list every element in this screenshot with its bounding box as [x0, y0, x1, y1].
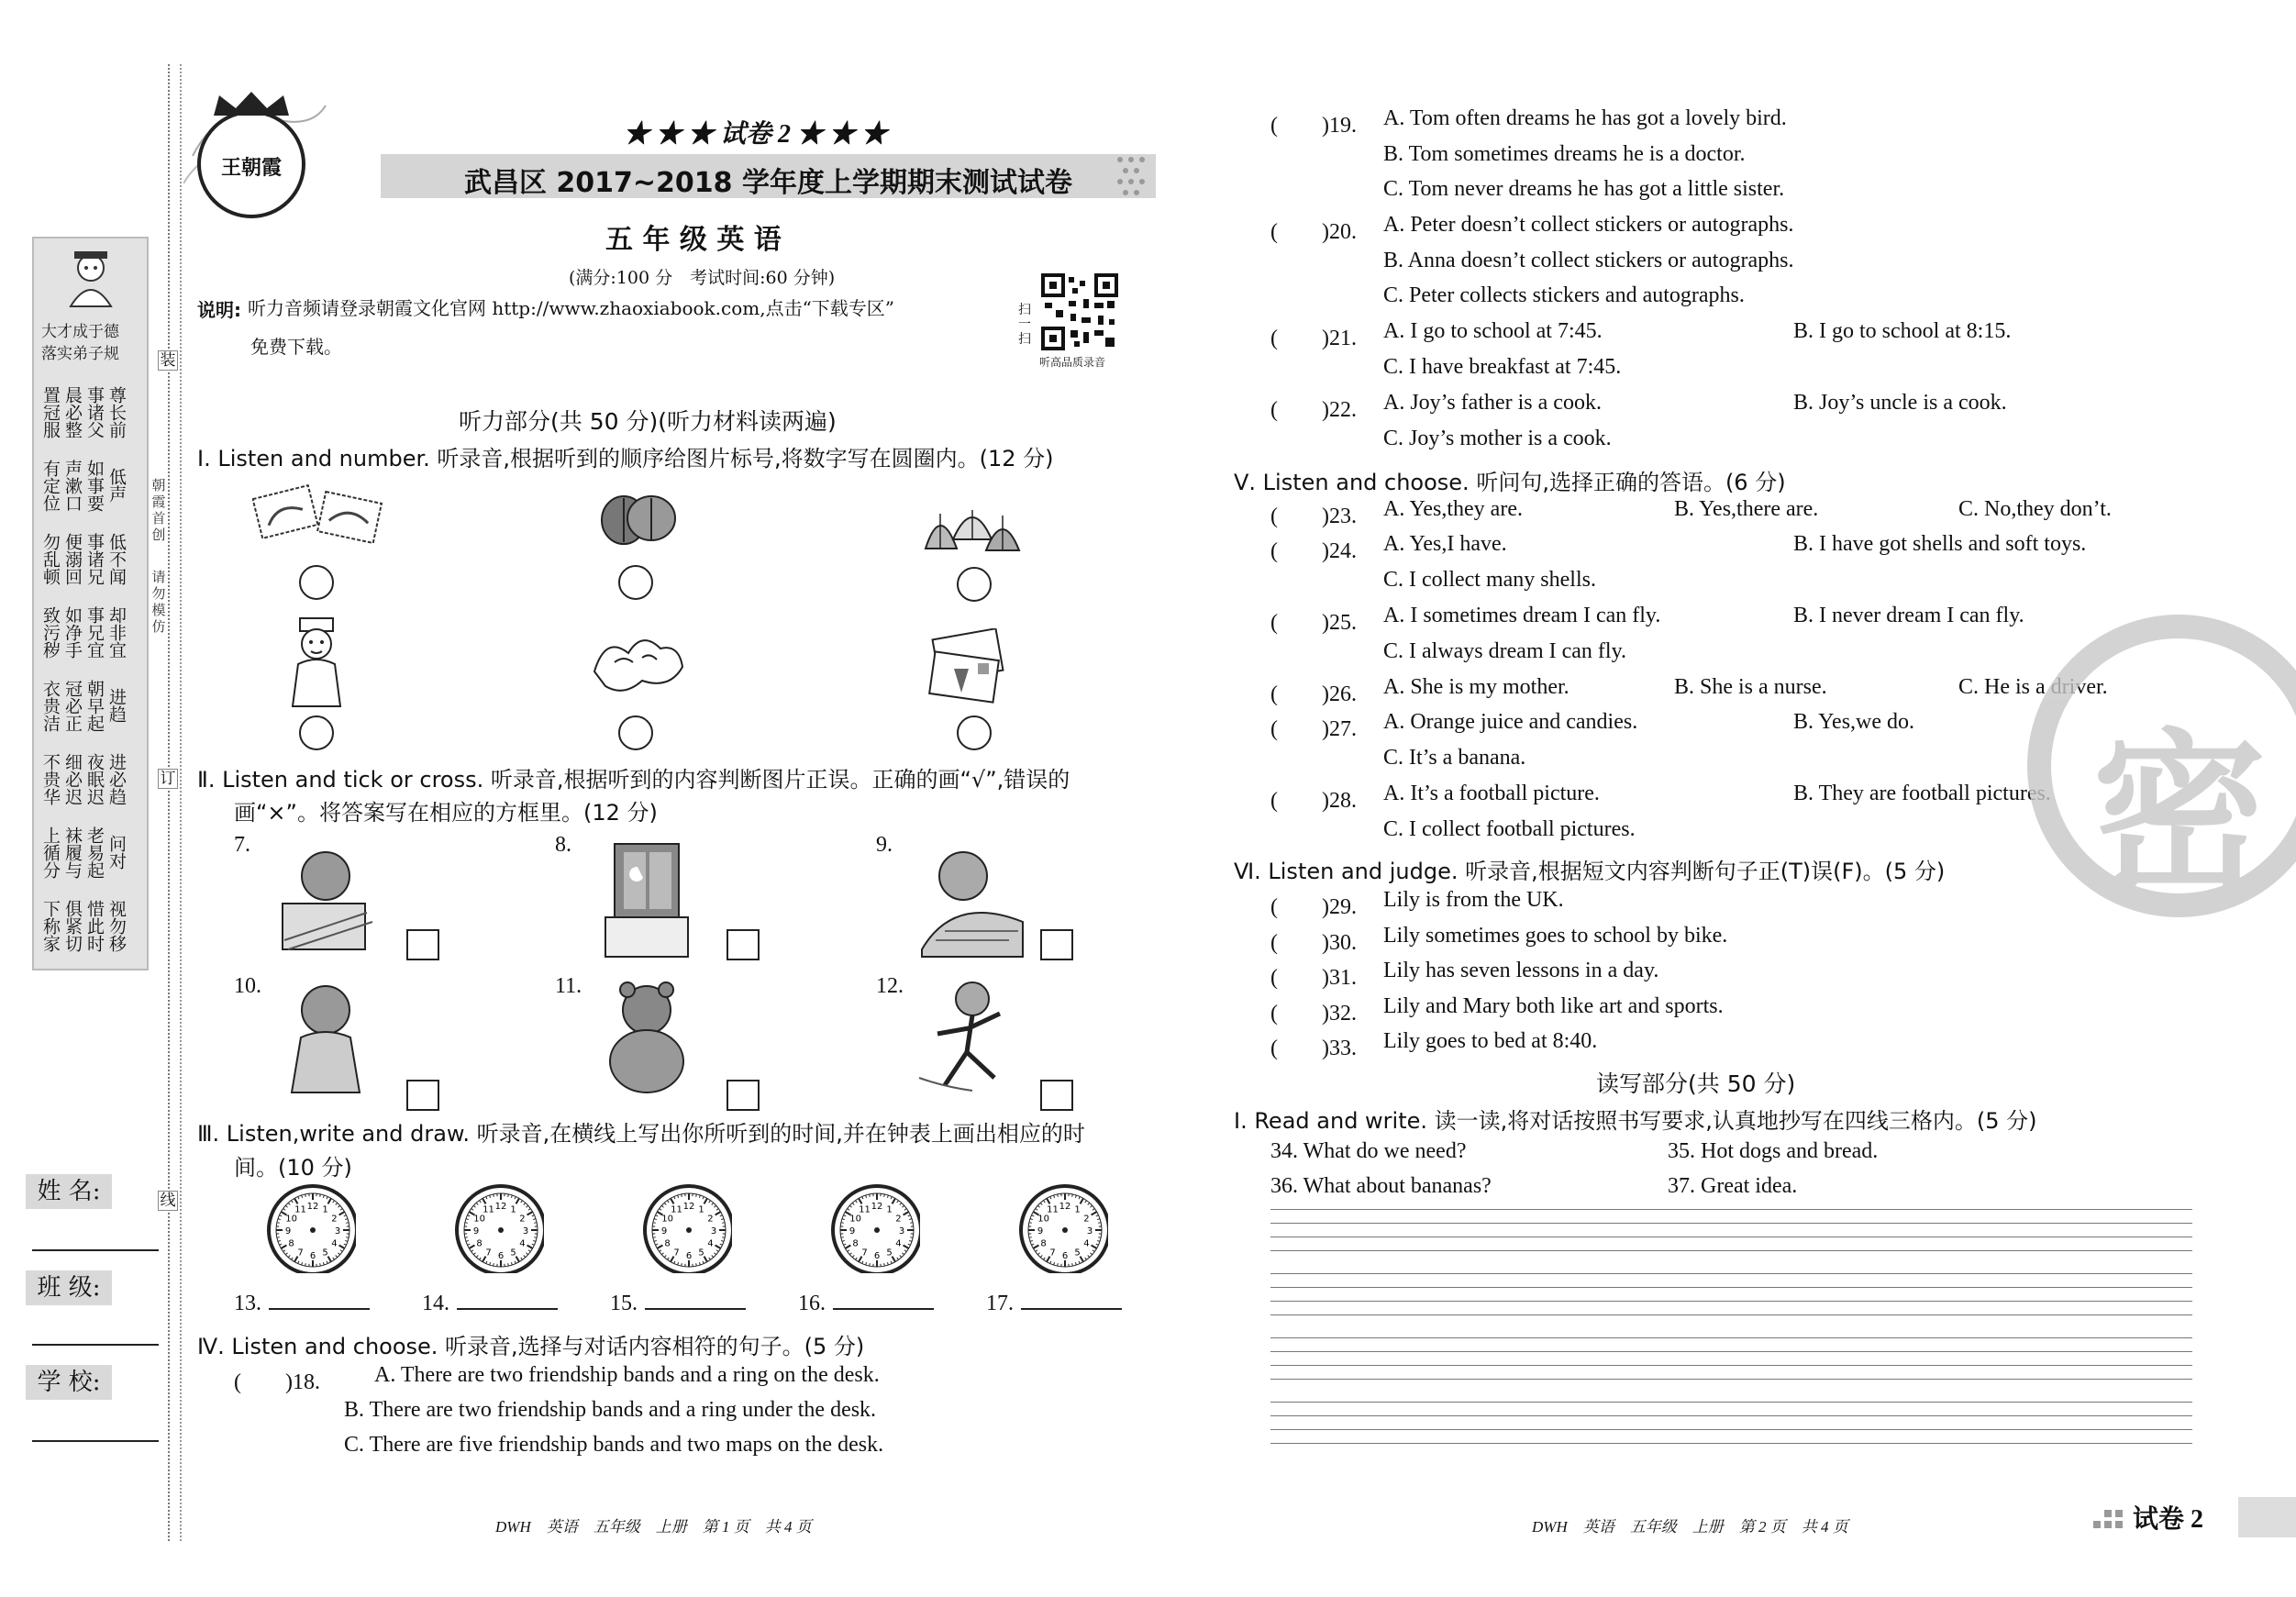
part2-instruction-line1: Ⅱ. Listen and tick or cross. 听录音,根据听到的内容判断图片正误。正确的画“√”,错误的 — [197, 767, 1070, 793]
q20-option-c: C. Peter collects stickers and autographs. — [1383, 283, 1745, 307]
verse-column: 晨必整 — [62, 385, 83, 438]
answer-circle-4[interactable] — [299, 715, 334, 750]
nurse-picture — [280, 616, 353, 708]
answer-box-8[interactable] — [727, 929, 760, 960]
answer-circle-1[interactable] — [299, 565, 334, 600]
window-picture — [596, 839, 697, 959]
verse-column: 事兄宜 — [84, 605, 105, 659]
q18-option-b: B. There are two friendship bands and a ring under the desk. — [344, 1398, 877, 1422]
svg-text:12: 12 — [1059, 1202, 1071, 1212]
verse-column: 惜此时 — [84, 899, 105, 952]
verse-column: 朝早起 — [84, 679, 105, 732]
clock-item-15: 15. — [610, 1292, 746, 1316]
name-field[interactable] — [32, 1249, 159, 1251]
verse-column: 声漱口 — [62, 459, 83, 512]
clock-face-13[interactable] — [264, 1181, 356, 1273]
verse-column: 如事要 — [84, 459, 105, 512]
verse-column: 袜履与 — [62, 826, 83, 879]
logo-text: 王朝霞 — [220, 157, 282, 180]
svg-text:2: 2 — [707, 1214, 714, 1225]
exam-title: 武昌区 2017~2018 学年度上学期期末测试试卷 — [463, 167, 1073, 199]
q20-option-a: A. Peter doesn’t collect stickers or autographs. — [1383, 213, 1794, 237]
time-answer-line-13[interactable] — [269, 1308, 370, 1310]
class-label: 班 级: — [26, 1270, 112, 1305]
name-label: 姓 名: — [26, 1174, 112, 1209]
school-label: 学 校: — [26, 1365, 112, 1400]
verse-column: 低不闻 — [106, 532, 127, 585]
running-boy-picture — [917, 977, 1027, 1096]
svg-text:6: 6 — [1061, 1251, 1069, 1261]
q24-number[interactable]: ( )24. — [1270, 539, 1357, 563]
q19-option-a: A. Tom often dreams he has got a lovely bird. — [1383, 106, 1787, 130]
q23-option-a: A. Yes,they are. — [1383, 497, 1523, 521]
judge-statement: Lily has seven lessons in a day. — [1383, 959, 1659, 982]
judge-statement: Lily and Mary both like art and sports. — [1383, 993, 1724, 1018]
svg-text:8: 8 — [1040, 1238, 1047, 1249]
motto-line-2: 落实弟子规 — [41, 345, 119, 363]
item-label-11: 11. — [555, 974, 582, 998]
answer-circle-2[interactable] — [618, 565, 653, 600]
q25-option-c: C. I always dream I can fly. — [1383, 638, 1627, 663]
svg-text:10: 10 — [285, 1214, 297, 1225]
writing-rule-line — [1270, 1314, 2192, 1315]
bind-label-ding: 订 — [158, 769, 178, 789]
svg-text:12: 12 — [682, 1202, 695, 1212]
q28-option-b: B. They are football pictures. — [1793, 782, 2051, 805]
dialog-line-37: 37. Great idea. — [1668, 1174, 1798, 1198]
svg-text:11: 11 — [482, 1204, 494, 1215]
svg-text:9: 9 — [660, 1226, 668, 1237]
svg-text:5: 5 — [698, 1248, 704, 1259]
svg-text:9: 9 — [849, 1226, 856, 1237]
q23-option-b: B. Yes,there are. — [1674, 497, 1819, 521]
crown-icon — [208, 90, 294, 117]
q18-option-a: A. There are two friendship bands and a ring on the desk. — [374, 1363, 880, 1387]
q22-option-a: A. Joy’s father is a cook. — [1383, 391, 1602, 415]
confidential-stamp — [2027, 615, 2296, 917]
time-answer-line-17[interactable] — [1021, 1308, 1122, 1310]
svg-text:7: 7 — [1049, 1248, 1056, 1259]
qr-code-icon[interactable] — [1041, 273, 1118, 350]
corner-tab — [2238, 1497, 2296, 1537]
q27-option-b: B. Yes,we do. — [1793, 710, 1915, 734]
svg-text:6: 6 — [309, 1251, 316, 1261]
svg-text:3: 3 — [334, 1226, 341, 1237]
verse-column: 老易起 — [84, 826, 105, 879]
writing-rule-line — [1270, 1250, 2192, 1251]
svg-text:8: 8 — [476, 1238, 482, 1249]
svg-text:1: 1 — [1074, 1204, 1081, 1215]
verse-column: 进趋 — [106, 688, 127, 723]
answer-box-9[interactable] — [1040, 929, 1073, 960]
writing-rule-line — [1270, 1443, 2192, 1444]
q24-option-a: A. Yes,I have. — [1383, 532, 1507, 556]
svg-text:1: 1 — [322, 1204, 328, 1215]
q20-number[interactable]: ( )20. — [1270, 220, 1357, 244]
motto-line-1: 大才成于德 — [41, 323, 119, 341]
item-label-12: 12. — [876, 974, 904, 998]
stamp-character: 密 — [2091, 714, 2267, 916]
verse-column: 有定位 — [40, 459, 61, 512]
scholar-figure-icon — [54, 246, 128, 310]
dragon-picture — [587, 626, 688, 699]
girl-dreaming-picture — [275, 977, 376, 1096]
corner-paper-tag: 试卷 2 — [2133, 1505, 2204, 1534]
dialog-line-34: 34. What do we need? — [1270, 1139, 1467, 1163]
star-decoration-left: ★ ★ ★ — [624, 120, 721, 149]
note-label: 说明: — [197, 299, 241, 321]
verse-column: 便溺回 — [62, 532, 83, 585]
svg-text:11: 11 — [1047, 1204, 1059, 1215]
writing-rule-line — [1270, 1337, 2192, 1338]
svg-text:3: 3 — [898, 1226, 905, 1237]
cat-on-chair-picture — [275, 839, 376, 959]
verse-column: 下称家 — [40, 899, 61, 952]
clock-face-16[interactable] — [828, 1181, 920, 1273]
q27-number[interactable]: ( )27. — [1270, 717, 1357, 741]
verse-column: 置冠服 — [40, 385, 61, 438]
svg-text:6: 6 — [685, 1251, 693, 1261]
verse-column: 尊长前 — [106, 385, 127, 438]
writing-rule-line — [1270, 1365, 2192, 1366]
judge-number[interactable]: ( )32. — [1270, 1001, 1357, 1026]
writing-rule-line — [1270, 1351, 2192, 1352]
writing-rule-line — [1270, 1415, 2192, 1416]
binding-dotted-line-2 — [180, 64, 182, 1541]
verse-column: 视勿移 — [106, 899, 127, 952]
item-label-9: 9. — [876, 833, 893, 857]
q26-option-b: B. She is a nurse. — [1674, 675, 1827, 699]
judge-statement: Lily is from the UK. — [1383, 888, 1564, 912]
stamps-picture — [252, 484, 385, 549]
svg-text:6: 6 — [497, 1251, 505, 1261]
bear-picture — [596, 977, 697, 1096]
svg-text:11: 11 — [671, 1204, 682, 1215]
part4-instruction: Ⅳ. Listen and choose. 听录音,选择与对话内容相符的句子。(5 分) — [197, 1334, 865, 1359]
verse-column: 不贵华 — [40, 752, 61, 805]
svg-text:11: 11 — [859, 1204, 871, 1215]
svg-text:3: 3 — [1086, 1226, 1093, 1237]
rw-heading: 读写部分(共 50 分) — [1596, 1070, 1796, 1097]
verse-column: 事诸兄 — [84, 532, 105, 585]
note-text-2: 免费下载。 — [250, 336, 342, 358]
school-field[interactable] — [32, 1440, 159, 1442]
part5-instruction: Ⅴ. Listen and choose. 听问句,选择正确的答语。(6 分) — [1234, 470, 1786, 495]
q25-number[interactable]: ( )25. — [1270, 611, 1357, 635]
verse-column: 上循分 — [40, 826, 61, 879]
q20-option-b: B. Anna doesn’t collect stickers or autographs. — [1383, 248, 1794, 272]
q19-number[interactable]: ( )19. — [1270, 114, 1357, 138]
answer-circle-6[interactable] — [957, 715, 992, 750]
time-answer-line-14[interactable] — [457, 1308, 558, 1310]
q26-option-a: A. She is my mother. — [1383, 675, 1569, 699]
q26-option-c: C. He is a driver. — [1958, 675, 2108, 699]
q28-option-c: C. I collect football pictures. — [1383, 816, 1636, 841]
answer-box-7[interactable] — [406, 929, 439, 960]
svg-text:8: 8 — [664, 1238, 671, 1249]
svg-text:3: 3 — [522, 1226, 529, 1237]
dialog-line-36: 36. What about bananas? — [1270, 1174, 1492, 1198]
q27-option-c: C. It’s a banana. — [1383, 745, 1526, 770]
writing-rule-line — [1270, 1402, 2192, 1403]
svg-text:10: 10 — [849, 1214, 861, 1225]
svg-text:5: 5 — [322, 1248, 328, 1259]
paper-tag-text: 试卷 2 — [720, 120, 792, 149]
postcards-picture — [926, 628, 1009, 706]
svg-text:1: 1 — [510, 1204, 516, 1215]
q22-option-c: C. Joy’s mother is a cook. — [1383, 426, 1612, 450]
vertical-note-2: 请勿模仿 — [151, 569, 166, 635]
clock-item-14: 14. — [422, 1292, 558, 1316]
verse-column: 却非宜 — [106, 605, 127, 659]
svg-text:1: 1 — [698, 1204, 704, 1215]
writing-rule-line — [1270, 1287, 2192, 1288]
svg-text:4: 4 — [707, 1238, 714, 1249]
footer-right: DWH 英语 五年级 上册 第 2 页 共 4 页 — [1532, 1518, 1848, 1536]
verse-column: 勿乱顿 — [40, 532, 61, 585]
note-text: 听力音频请登录朝霞文化官网 http://www.zhaoxiabook.com,点击“下载专区” — [248, 297, 895, 319]
verse-column: 冠必正 — [62, 679, 83, 732]
svg-text:9: 9 — [472, 1226, 480, 1237]
svg-text:4: 4 — [895, 1238, 902, 1249]
subject-title: 五 年 级 英 语 — [605, 224, 782, 256]
svg-text:2: 2 — [1083, 1214, 1090, 1225]
judge-number[interactable]: ( )33. — [1270, 1037, 1357, 1060]
svg-text:2: 2 — [519, 1214, 526, 1225]
q18-number: ( )18. — [234, 1370, 320, 1394]
part3-instruction-line2: 间。(10 分) — [234, 1155, 352, 1181]
svg-text:10: 10 — [661, 1214, 673, 1225]
svg-text:10: 10 — [1037, 1214, 1049, 1225]
class-field[interactable] — [32, 1344, 159, 1346]
part3-instruction-line1: Ⅲ. Listen,write and draw. 听录音,在横线上写出你所听到的时间,并在钟表上画出相应的时 — [197, 1121, 1085, 1147]
svg-text:12: 12 — [494, 1202, 507, 1212]
part1-instruction: Ⅰ. Listen and number. 听录音,根据听到的顺序给图片标号,将数字写在圆圈内。(12 分) — [197, 446, 1054, 471]
verse-column: 细必迟 — [62, 752, 83, 805]
bind-label-xian: 线 — [158, 1191, 178, 1211]
judge-number[interactable]: ( )29. — [1270, 895, 1357, 919]
svg-text:5: 5 — [1074, 1248, 1081, 1259]
svg-text:12: 12 — [306, 1202, 319, 1212]
q22-number[interactable]: ( )22. — [1270, 398, 1357, 422]
verse-column: 事诸父 — [84, 385, 105, 438]
answer-circle-5[interactable] — [618, 715, 653, 750]
verse-column: 问对 — [106, 835, 127, 870]
q21-option-a: A. I go to school at 7:45. — [1383, 319, 1603, 343]
svg-text:5: 5 — [886, 1248, 893, 1259]
judge-number[interactable]: ( )31. — [1270, 966, 1357, 990]
clock-face-15[interactable] — [640, 1181, 732, 1273]
q23-option-c: C. No,they don’t. — [1958, 497, 2112, 521]
writing-rule-line — [1270, 1379, 2192, 1380]
writing-rule-line — [1270, 1301, 2192, 1302]
judge-number[interactable]: ( )30. — [1270, 930, 1357, 955]
q21-option-c: C. I have breakfast at 7:45. — [1383, 354, 1622, 379]
qr-side-label: 扫一扫 — [1018, 303, 1031, 347]
svg-text:7: 7 — [673, 1248, 680, 1259]
svg-text:1: 1 — [886, 1204, 893, 1215]
q26-number[interactable]: ( )26. — [1270, 682, 1357, 706]
q27-option-a: A. Orange juice and candies. — [1383, 710, 1638, 734]
item-label-8: 8. — [555, 833, 571, 857]
paper-tag — [624, 114, 887, 150]
writing-rule-line — [1270, 1429, 2192, 1430]
q24-option-b: B. I have got shells and soft toys. — [1793, 532, 2087, 556]
answer-box-11[interactable] — [727, 1080, 760, 1111]
svg-text:9: 9 — [284, 1226, 292, 1237]
rw-part1-instruction: Ⅰ. Read and write. 读一读,将对话按照书写要求,认真地抄写在四线三格内。(5 分) — [1234, 1108, 2037, 1134]
publisher-logo — [197, 110, 305, 218]
qr-caption: 听高品质录音 — [1039, 356, 1106, 369]
verse-column: 低声 — [106, 468, 127, 503]
time-answer-line-16[interactable] — [833, 1308, 934, 1310]
q25-option-b: B. I never dream I can fly. — [1793, 604, 2024, 627]
binding-dotted-line — [168, 64, 170, 1541]
svg-text:4: 4 — [331, 1238, 338, 1249]
svg-text:6: 6 — [873, 1251, 881, 1261]
time-answer-line-15[interactable] — [645, 1308, 746, 1310]
q21-number[interactable]: ( )21. — [1270, 327, 1357, 350]
footer-left: DWH 英语 五年级 上册 第 1 页 共 4 页 — [495, 1518, 812, 1536]
answer-circle-3[interactable] — [957, 567, 992, 602]
writing-rule-line — [1270, 1273, 2192, 1274]
verse-column: 致污秽 — [40, 605, 61, 659]
q28-number[interactable]: ( )28. — [1270, 789, 1357, 813]
writing-rule-line — [1270, 1223, 2192, 1224]
svg-text:10: 10 — [473, 1214, 485, 1225]
listening-heading: 听力部分(共 50 分)(听力材料读两遍) — [459, 408, 837, 435]
q19-option-b: B. Tom sometimes dreams he is a doctor. — [1383, 141, 1746, 166]
svg-text:7: 7 — [485, 1248, 492, 1259]
q22-option-b: B. Joy’s uncle is a cook. — [1793, 391, 2007, 415]
q21-option-b: B. I go to school at 8:15. — [1793, 319, 2012, 343]
svg-text:4: 4 — [1083, 1238, 1090, 1249]
leaves-picture — [596, 491, 683, 548]
q18-option-c: C. There are five friendship bands and two maps on the desk. — [344, 1433, 884, 1457]
svg-text:3: 3 — [710, 1226, 717, 1237]
shells-picture — [922, 503, 1023, 558]
judge-statement: Lily sometimes goes to school by bike. — [1383, 923, 1728, 948]
clock-face-17[interactable] — [1016, 1181, 1108, 1273]
item-label-7: 7. — [234, 833, 250, 857]
verse-column: 衣贵洁 — [40, 679, 61, 732]
svg-text:12: 12 — [871, 1202, 883, 1212]
dialog-line-35: 35. Hot dogs and bread. — [1668, 1139, 1879, 1163]
svg-text:8: 8 — [852, 1238, 859, 1249]
svg-text:7: 7 — [297, 1248, 304, 1259]
bind-label-zhuang: 装 — [158, 350, 178, 371]
clock-item-17: 17. — [986, 1292, 1122, 1316]
svg-text:2: 2 — [331, 1214, 338, 1225]
vertical-note-1: 朝霞首创 — [151, 477, 166, 543]
q24-option-c: C. I collect many shells. — [1383, 567, 1596, 592]
svg-text:5: 5 — [510, 1248, 516, 1259]
svg-text:8: 8 — [288, 1238, 294, 1249]
q25-option-a: A. I sometimes dream I can fly. — [1383, 604, 1661, 627]
svg-text:2: 2 — [895, 1214, 902, 1225]
answer-box-10[interactable] — [406, 1080, 439, 1111]
answer-box-12[interactable] — [1040, 1080, 1073, 1111]
clock-face-14[interactable] — [452, 1181, 544, 1273]
exam-meta: (满分:100 分 考试时间:60 分钟) — [569, 268, 836, 288]
sleeping-boy-picture — [917, 839, 1027, 959]
part6-instruction: Ⅵ. Listen and judge. 听录音,根据短文内容判断句子正(T)误(F)。(5 分) — [1234, 859, 1946, 884]
item-label-10: 10. — [234, 974, 261, 998]
corner-dot-pattern — [2091, 1504, 2128, 1532]
verse-column: 如净手 — [62, 605, 83, 659]
svg-text:9: 9 — [1037, 1226, 1044, 1237]
verse-column: 夜眠迟 — [84, 752, 105, 805]
svg-text:4: 4 — [519, 1238, 526, 1249]
part2-instruction-line2: 画“×”。将答案写在相应的方框里。(12 分) — [234, 800, 658, 826]
clock-item-16: 16. — [798, 1292, 934, 1316]
svg-text:11: 11 — [294, 1204, 306, 1215]
star-decoration-right: ★ ★ ★ — [791, 120, 888, 149]
clock-item-13: 13. — [234, 1292, 370, 1316]
q28-option-a: A. It’s a football picture. — [1383, 782, 1600, 805]
q19-option-c: C. Tom never dreams he has got a little sister. — [1383, 177, 1785, 201]
verse-column: 俱紧切 — [62, 899, 83, 952]
verse-column: 进必趋 — [106, 752, 127, 805]
q23-number[interactable]: ( )23. — [1270, 505, 1357, 528]
writing-rule-line — [1270, 1209, 2192, 1210]
svg-text:7: 7 — [861, 1248, 868, 1259]
judge-statement: Lily goes to bed at 8:40. — [1383, 1029, 1598, 1053]
